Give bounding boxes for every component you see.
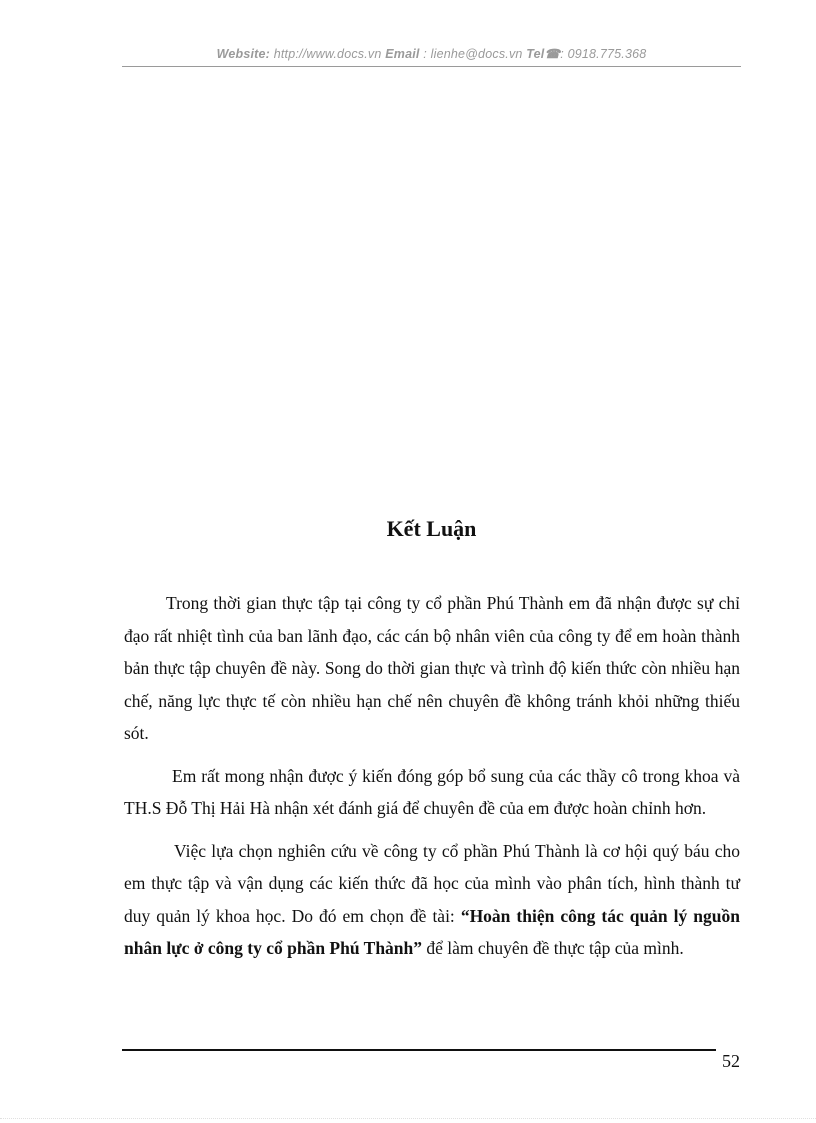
page-number: 52 xyxy=(722,1051,740,1071)
paragraph-3-intro: Việc lựa chọn nghiên cứu về công ty cổ phần Phú Thành là cơ hội quý báu cho em thực tập và vận dụng các kiến thức đã học của mình vào phân tích, hình thành tư duy quản lý khoa học. Do đó em chọn đề tài: xyxy=(124,840,740,926)
paragraph-2: Em rất mong nhận được ý kiến đóng góp bổ sung của các thầy cô trong khoa và TH.S Đỗ Thị Hải Hà nhận xét đánh giá để chuyên đề của em được hoàn chỉnh hơn. xyxy=(124,765,740,818)
paragraph-1: Trong thời gian thực tập tại công ty cổ phần Phú Thành em đã nhận được sự chỉ đạo rất nhiệt tình của ban lãnh đạo, các cán bộ nhân viên của công ty để em hoàn thành bản thực tập chuyên đề này. Song do thời gian thực và trình độ kiến thức còn nhiều hạn chế, năng lực thực tế còn nhiều hạn chế nên chuyên đề không tránh khỏi những thiếu sót. xyxy=(124,593,740,743)
tel-label: Tel xyxy=(526,47,545,61)
phone-icon: ☎ xyxy=(544,47,561,61)
email-label: Email xyxy=(385,47,420,61)
website-label: Website: xyxy=(216,47,271,61)
document-body xyxy=(124,587,740,975)
page-bottom-border xyxy=(0,1118,816,1119)
website-url: http://www.docs.vn xyxy=(273,47,382,61)
header-divider xyxy=(122,66,741,67)
footer-divider xyxy=(122,1049,716,1051)
page-title: Kết Luận xyxy=(386,516,477,541)
tel-number: : 0918.775.368 xyxy=(560,47,647,61)
paragraph-3 xyxy=(124,835,740,965)
thesis-title: “Hoàn thiện công tác quản lý nguồn nhân lực ở công ty cổ phần Phú Thành” xyxy=(124,905,740,958)
paragraph-3-end: để làm chuyên đề thực tập của mình. xyxy=(422,938,684,958)
email-address: : lienhe@docs.vn xyxy=(423,47,523,61)
page-header xyxy=(122,46,741,61)
